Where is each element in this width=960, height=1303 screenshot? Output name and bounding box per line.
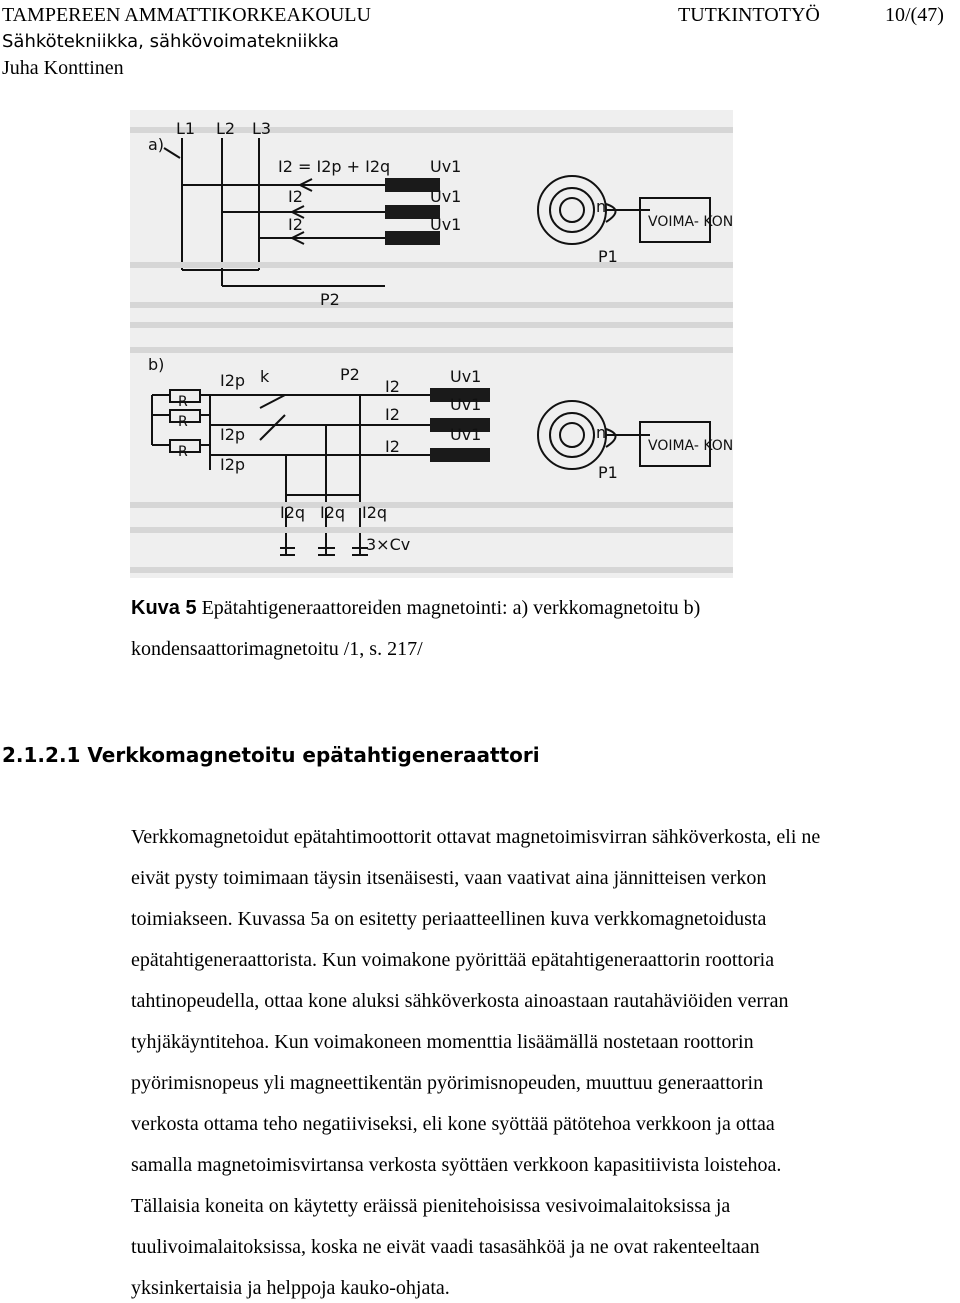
body-line: Verkkomagnetoidut epätahtimoottorit ottavat magnetoimisvirran sähköverkosta, eli ne	[131, 826, 821, 848]
caption-label: Kuva 5	[131, 597, 197, 619]
circuit-diagram	[130, 110, 733, 578]
circuit-figure	[130, 110, 733, 578]
body-line: tahtinopeudella, ottaa kone aluksi sähköverkosta ainoastaan rautahäviöiden verran	[131, 990, 789, 1012]
label-I2-b2: I2	[385, 405, 400, 424]
label-cv: 3×Cv	[366, 535, 411, 554]
body-line: tyhjäkäyntitehoa. Kun voimakoneen momenttia lisäämällä nostetaan roottorin	[131, 1031, 754, 1053]
body-line: toimiakseen. Kuvassa 5a on esitetty periaatteellinen kuva verkkomagnetoidusta	[131, 908, 767, 930]
header-school: TAMPEREEN AMMATTIKORKEAKOULU	[2, 4, 371, 26]
label-Uv1-b2: Uv1	[450, 395, 482, 414]
body-line: pyörimisnopeus yli magneettikentän pyörimisnopeuden, muuttuu generaattorin	[131, 1072, 764, 1094]
label-n-b: n	[596, 423, 607, 442]
label-I2q-1: I2q	[280, 503, 306, 522]
label-voimakone-b: VOIMA- KONE	[648, 438, 733, 454]
label-Uv1-a3: Uv1	[430, 215, 462, 234]
figure-caption-line2: kondensaattorimagnetoitu /1, s. 217/	[131, 638, 423, 660]
label-n-a: n	[596, 197, 607, 216]
label-R1: R	[178, 394, 188, 410]
section-heading: 2.1.2.1 Verkkomagnetoitu epätahtigeneraattori	[2, 743, 540, 767]
label-L1: L1	[176, 119, 196, 138]
body-line: samalla magnetoimisvirtansa verkosta syöttäen verkkoon kapasitiivista loistehoa.	[131, 1154, 782, 1176]
label-Uv1-b3: Uv1	[450, 425, 482, 444]
label-R3: R	[178, 444, 188, 460]
header-doc-type: TUTKINTOTYÖ	[678, 4, 820, 26]
header-page-number: 10/(47)	[885, 4, 944, 26]
label-I2p-b3: I2p	[220, 455, 246, 474]
label-voimakone-a: VOIMA- KONE	[648, 214, 733, 230]
label-Uv1-a1: Uv1	[430, 157, 462, 176]
label-I2-eq: I2 = I2p + I2q	[278, 157, 391, 176]
label-I2-a2: I2	[288, 215, 303, 234]
header-department: Sähkötekniikka, sähkövoimatekniikka	[2, 31, 339, 52]
label-I2p-b1: I2p	[220, 371, 246, 390]
label-I2-a1: I2	[288, 187, 303, 206]
body-line: verkosta ottama teho negatiiviseksi, eli kone syöttää pätötehoa verkkoon ja ottaa	[131, 1113, 775, 1135]
label-Uv1-a2: Uv1	[430, 187, 462, 206]
label-Uv1-b1: Uv1	[450, 367, 482, 386]
label-I2-b1: I2	[385, 377, 400, 396]
body-line: Tällaisia koneita on käytetty eräissä pienitehoisissa vesivoimalaitoksissa ja	[131, 1195, 731, 1217]
label-R2: R	[178, 414, 188, 430]
body-line: epätahtigeneraattorista. Kun voimakone pyörittää epätahtigeneraattorin roottoria	[131, 949, 775, 971]
figure-caption	[131, 595, 700, 621]
label-I2q-2: I2q	[320, 503, 346, 522]
body-line: tuulivoimalaitoksissa, koska ne eivät vaadi tasasähköä ja ne ovat rakenteeltaan	[131, 1236, 760, 1258]
label-a: a)	[148, 135, 165, 154]
label-P1-b: P1	[598, 463, 618, 482]
label-L2: L2	[216, 119, 236, 138]
body-line: yksinkertaisia ja helppoja kauko-ohjata.	[131, 1277, 450, 1299]
label-L3: L3	[252, 119, 272, 138]
label-I2p-b2: I2p	[220, 425, 246, 444]
label-P2-a: P2	[320, 290, 340, 309]
label-P1-a: P1	[598, 247, 618, 266]
label-I2-b3: I2	[385, 437, 400, 456]
label-P2-b: P2	[340, 365, 360, 384]
label-b: b)	[148, 355, 165, 374]
caption-text: Epätahtigeneraattoreiden magnetointi: a) verkkomagnetoitu b)	[196, 597, 701, 619]
label-I2q-3: I2q	[362, 503, 388, 522]
header-author: Juha Konttinen	[2, 57, 124, 79]
label-k: k	[260, 367, 270, 386]
body-line: eivät pysty toimimaan täysin itsenäisesti, vaan vaativat aina jännitteisen verkon	[131, 867, 767, 889]
